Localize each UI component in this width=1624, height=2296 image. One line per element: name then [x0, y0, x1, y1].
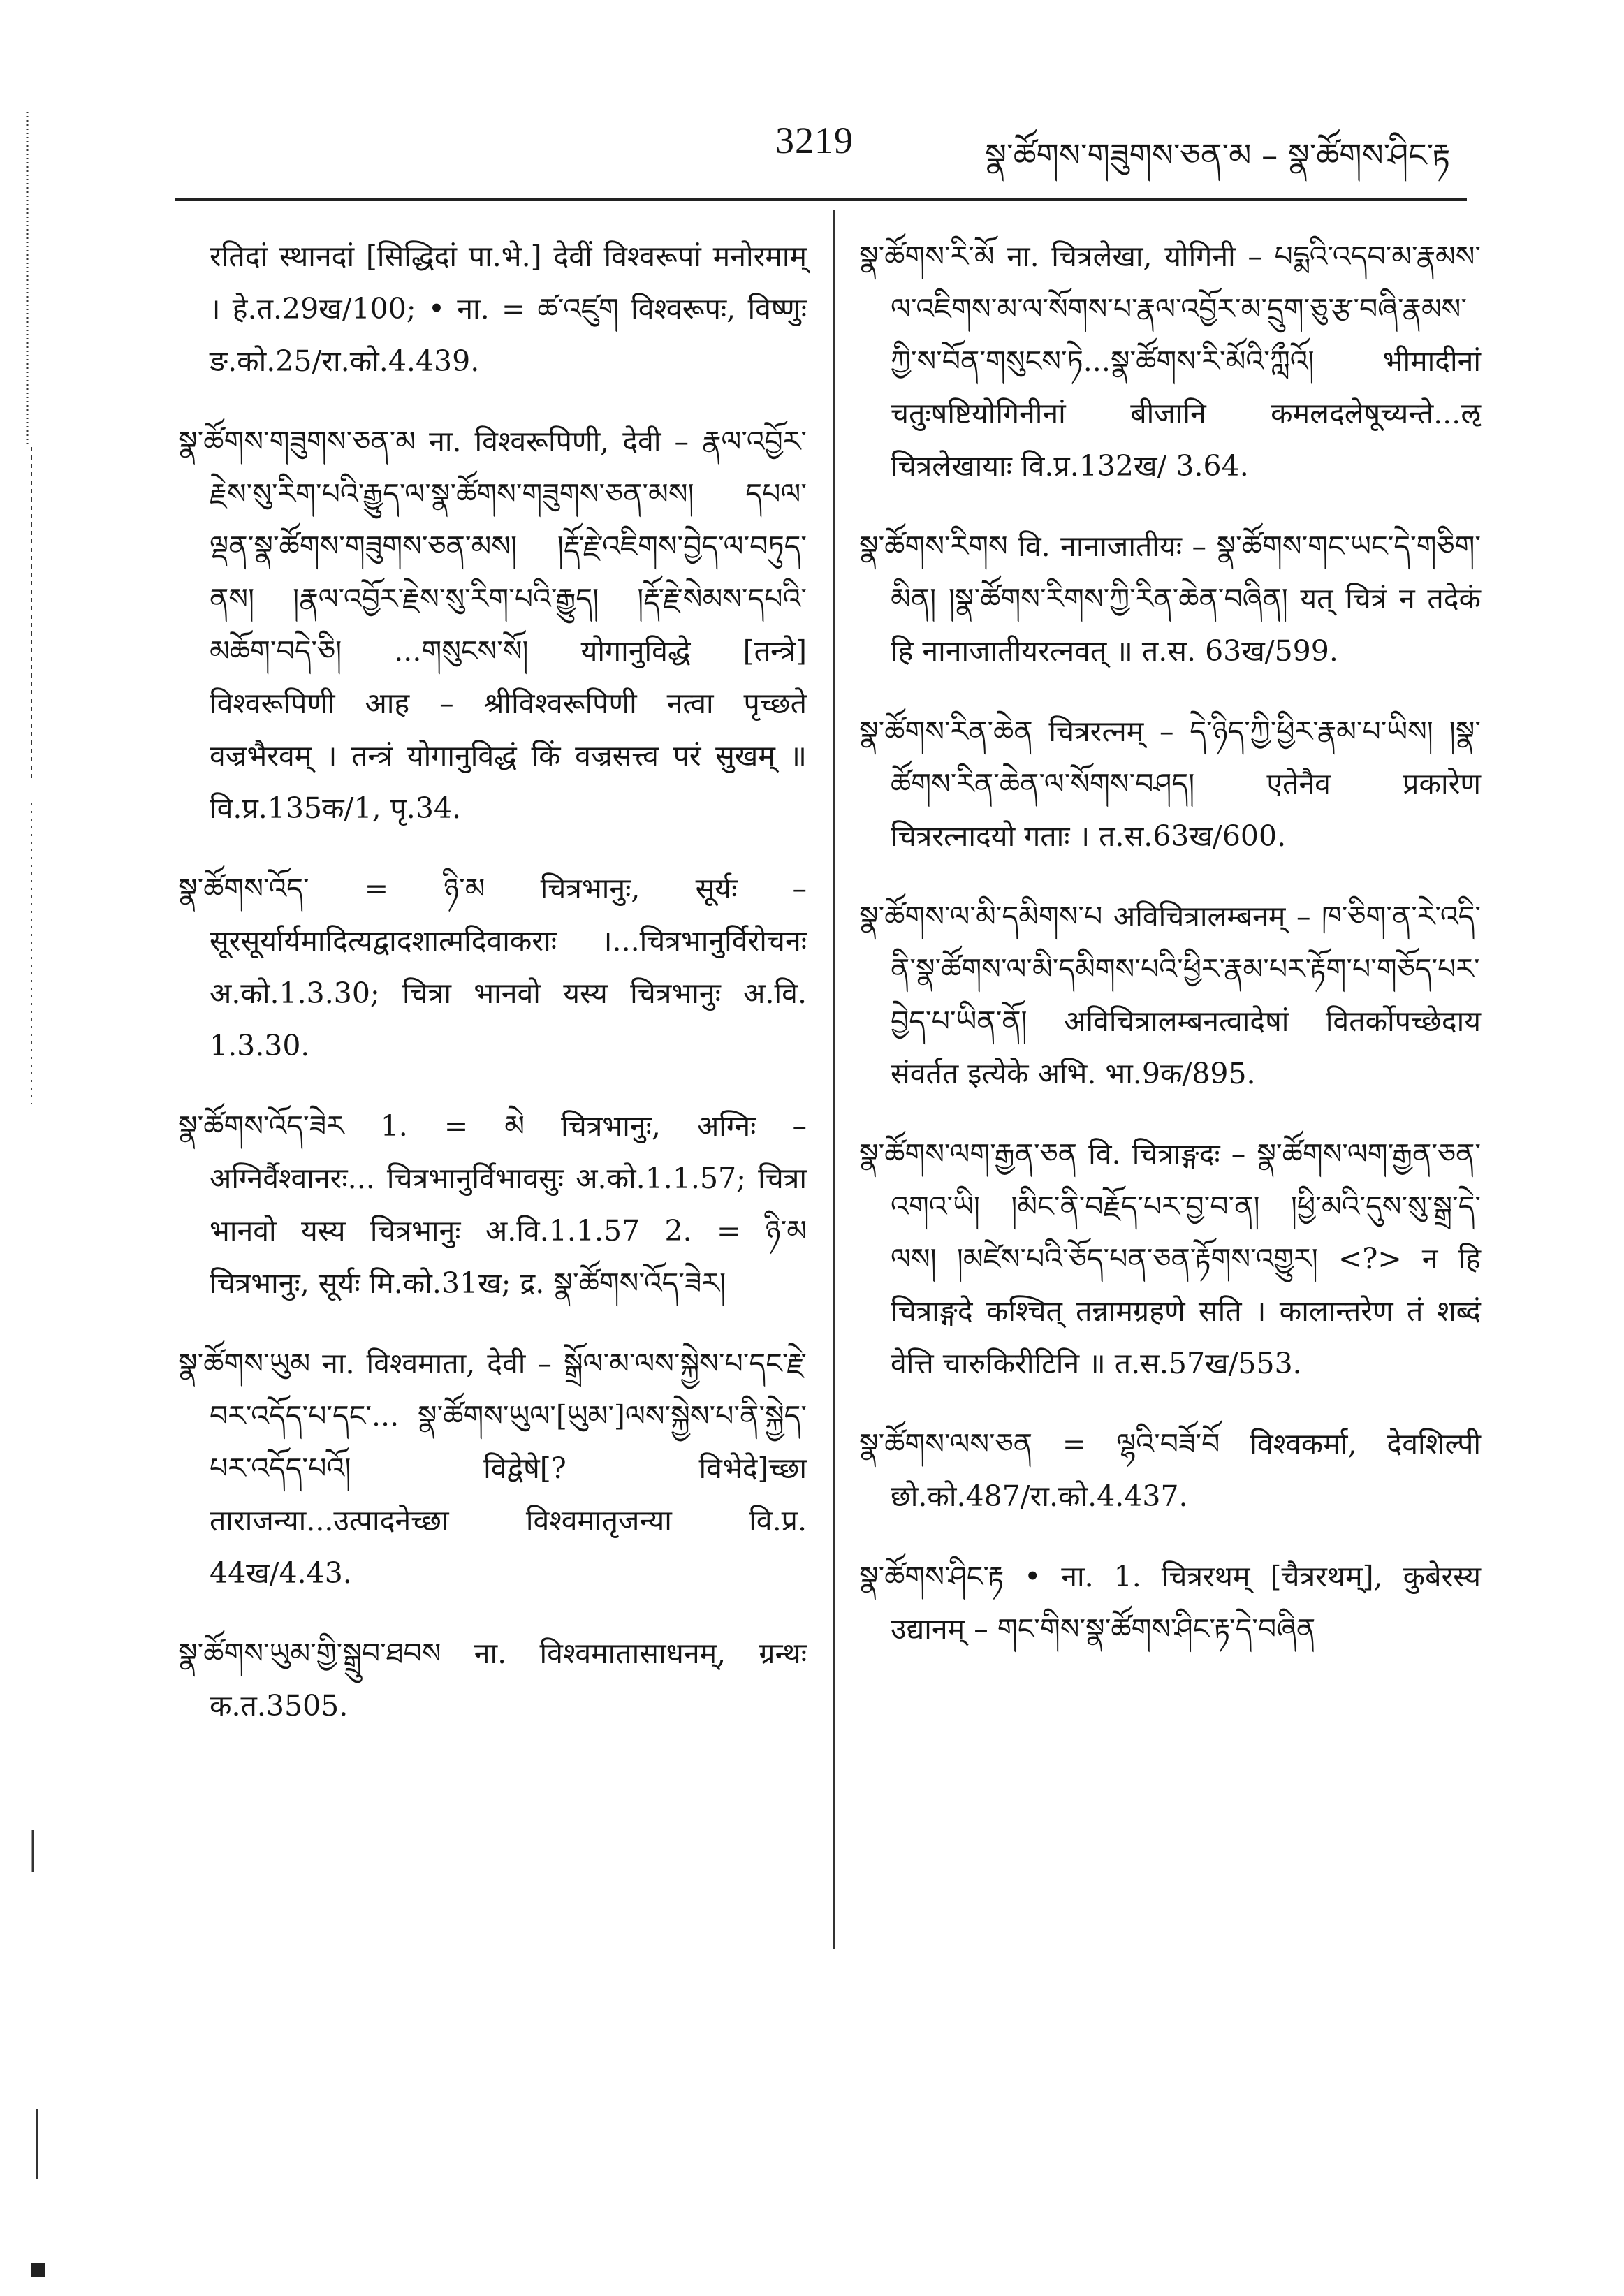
scan-margin-marks: [17, 84, 45, 2284]
dictionary-entry: སྣ་ཚོགས་ཡུམ་གྱི་སྒྲུབ་ཐབས ना. विश्वमातासाधनम्, ग्रन्थः क.त.3505.: [178, 1637, 807, 1723]
dictionary-entry: སྣ་ཚོགས་གཟུགས་ཅན་མ ना. विश्वरूपिणी, देवी – རྣལ་འབྱོར་རྗེས་སུ་རིག་པའི་རྒྱུད་ལ་སྣ་ཚོགས་གཟུགས་ཅན་མས། དཔལ་ལྡན་སྣ་ཚོགས་གཟུགས་ཅན་མས། །རྡོ་རྗེ་འཇིགས་བྱེད་ལ་བཏུད་ནས། །རྣལ་འབྱོར་རྗེས་སུ་རིག་པའི་རྒྱུད། །རྡོ་རྗེ་སེམས་དཔའི་མཆོག་བདེ་ཅི། ...གསུངས་སོ། योगानुविद्धे [तन्त्रे] विश्वरूपिणी आह – श्रीविश्वरूपिणी नत्वा पृच्छते वज्रभैरवम् । तन्त्रं योगानुविद्धं किं वज्रसत्त्व परं सुखम् ॥ वि.प्र.135क/1, पृ.34.: [178, 425, 807, 825]
dictionary-entry: སྣ་ཚོགས་རིགས वि. नानाजातीयः – སྣ་ཚོགས་གང་ཡང་དེ་གཅིག་མིན། །སྣ་ཚོགས་རིགས་ཀྱི་རིན་ཆེན་བཞིན། यत् चित्रं न तदेकं हि नानाजातीयरत्नवत् ॥ त.स. 63ख/599.: [859, 529, 1481, 668]
dictionary-entry: སྣ་ཚོགས་རིན་ཆེན चित्ररत्नम् – དེ་ཉིད་ཀྱི་ཕྱིར་རྣམ་པ་ཡིས། །སྣ་ཚོགས་རིན་ཆེན་ལ་སོགས་བཤད། एतेनैव प्रकारेण चित्ररत्नादयो गताः । त.स.63ख/600.: [859, 715, 1481, 853]
dictionary-entry: སྣ་ཚོགས་འོད་ཟེར 1. = མེ चित्रभानुः, अग्निः – अग्निर्वैश्वानरः... चित्रभानुर्विभावसुः अ.को.1.1.57; चित्रा भानवो यस्य चित्रभानुः अ.वि.1.1.57 2. = ཉི་མ चित्रभानुः, सूर्यः मि.को.31ख; द्र. སྣ་ཚོགས་འོད་ཟེར།: [178, 1109, 807, 1300]
running-head-title: སྣ་ཚོགས་གཟུགས་ཅན་མ – སྣ་ཚོགས་ཤིང་རྟ: [985, 136, 1451, 174]
dictionary-entry: སྣ་ཚོགས་ལ་མི་དམིགས་པ अविचित्रालम्बनम् – ཁ་ཅིག་ན་རེ་འདི་ནི་སྣ་ཚོགས་ལ་མི་དམིགས་པའི་ཕྱིར་རྣམ་པར་རྟོག་པ་གཅོད་པར་བྱེད་པ་ཡིན་ནོ། अविचित्रालम्बनत्वादेषां वितर्कोपच्छेदाय संवर्तत इत्येके अभि. भा.9क/895.: [859, 900, 1481, 1090]
right-column: [859, 231, 1481, 1683]
dictionary-entry: སྣ་ཚོགས་རི་མོ ना. चित्रलेखा, योगिनी – པདྨའི་འདབ་མ་རྣམས་ལ་འཇིགས་མ་ལ་སོགས་པ་རྣལ་འབྱོར་མ་དྲུག་ཅུ་རྩ་བཞི་རྣམས་ཀྱི་ས་བོན་གསུངས་ཏེ...སྣ་ཚོགས་རི་མོའི་ཀླྀའོ། भीमादीनां चतुःषष्टियोगिनीनां बीजानि कमलदलेषूच्यन्ते...ऌ चित्रलेखायाः वि.प्र.132ख/ 3.64.: [859, 240, 1481, 483]
left-column: [178, 231, 807, 1760]
header-rule: [175, 198, 1467, 201]
dictionary-entry: སྣ་ཚོགས་ཡུམ ना. विश्वमाता, देवी – སྒྲོལ་མ་ལས་སྐྱེས་པ་དང་རྗེ་བར་འདོད་པ་དང་... སྣ་ཚོགས་ཡུལ་[ཡུམ་]ལས་སྐྱེས་པ་ནི་སྐྱེད་པར་འདོད་པའོ། विद्वेषे[? विभेदे]च्छा ताराजन्या...उत्पादनेच्छा विश्वमातृजन्या वि.प्र. 44ख/4.43.: [178, 1347, 807, 1590]
page-number: 3219: [775, 119, 854, 161]
dictionary-entry: སྣ་ཚོགས་ལག་རྒྱན་ཅན वि. चित्राङ्गदः – སྣ་ཚོགས་ལག་རྒྱན་ཅན་འགའ་ཡི། །མིང་ནི་བརྗོད་པར་བྱ་བ་ན། །ཕྱི་མའི་དུས་སུ་སྒྲ་དེ་ལས། །མཛེས་པའི་ཅོད་པན་ཅན་རྟོགས་འགྱུར། <?> न हि चित्राङ्गदे कश्चित् तन्नामग्रहणे सति । कालान्तरेण तं शब्दं वेत्ति चारुकिरीटिनि ॥ त.स.57ख/553.: [859, 1137, 1481, 1380]
column-divider: [833, 210, 835, 1949]
dictionary-entry: སྣ་ཚོགས་འོད་ = ཉི་མ चित्रभानुः, सूर्यः – सूरसूर्यार्यमादित्यद्वादशात्मदिवाकराः ।...चित्रभानुर्विरोचनः अ.को.1.3.30; चित्रा भानवो यस्य चित्रभानुः अ.वि. 1.3.30.: [178, 872, 807, 1062]
running-head: [775, 105, 1474, 174]
dictionary-entry: སྣ་ཚོགས་ཤིང་རྟ • ना. 1. चित्ररथम् [चैत्ररथम्], कुबेरस्य उद्यानम् – གང་གིས་སྣ་ཚོགས་ཤིང་རྟ་དེ་བཞིན: [859, 1560, 1481, 1646]
dictionary-entry: रतिदां स्थानदां [सिद्धिदां पा.भे.] देवीं विश्वरूपां मनोरमाम् । हे.त.29ख/100; • ना. = ཚ་འཛུག विश्वरूपः, विष्णुः ङ.को.25/रा.को.4.439.: [210, 240, 807, 378]
dictionary-entry: སྣ་ཚོགས་ལས་ཅན = ལྷའི་བཟོ་བོ विश्वकर्मा, देवशिल्पी छो.को.487/रा.को.4.437.: [859, 1427, 1481, 1513]
